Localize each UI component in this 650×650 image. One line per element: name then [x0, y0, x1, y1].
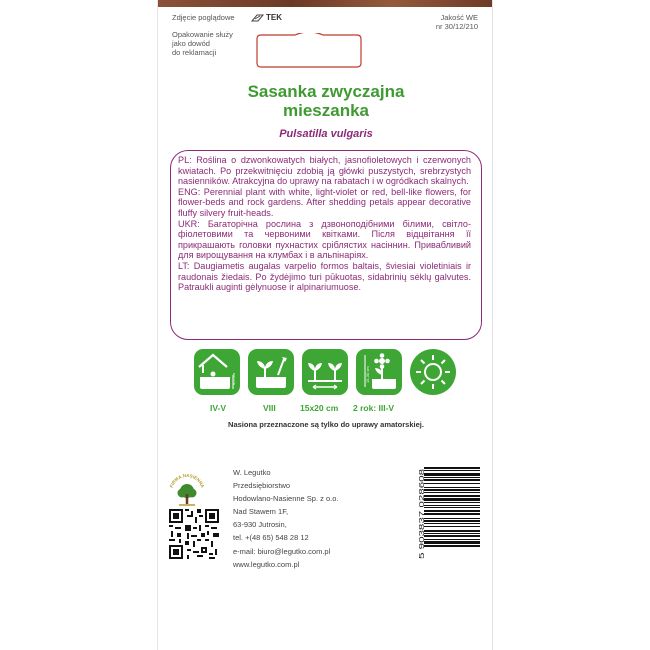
illustrative-photo-note: Zdjęcie poglądowe	[172, 13, 235, 22]
qr-code	[169, 509, 219, 559]
company-line: 63-930 Jutrosin,	[233, 520, 287, 530]
complaint-line: do reklamacji	[172, 48, 217, 57]
description-eng: ENG: Perennial plant with white, light-violet or red, bell-like flowers, for flower-beds and rock gardens. After shedding petals appear decorative fluffy silvery fruit-heads.	[178, 186, 471, 218]
company-line: Hodowlano-Nasienne Sp. z o.o.	[233, 494, 339, 504]
sun-icon	[410, 349, 456, 395]
quality-number: nr 30/12/210	[435, 22, 478, 31]
icon-labels	[198, 403, 458, 415]
quality-label: Jakość WE	[440, 13, 478, 22]
spacing-icon	[302, 349, 348, 395]
cultivation-icons	[194, 349, 456, 395]
quality-info	[436, 13, 478, 31]
sowing-icon	[194, 349, 240, 395]
complaint-note	[172, 30, 233, 57]
description-box	[170, 150, 482, 340]
company-line: Przedsiębiorstwo	[233, 481, 291, 491]
batch-ticket-frame	[251, 33, 367, 69]
seed-packet	[157, 0, 493, 650]
description-lt: LT: Daugiametis augalas varpelio formos baltais, šviesiai violetiniais ir raudonais žiedais. Po žydėjimo turi pūkuotas, sidabrinių sėklų galvutes. Patraukli auginti gėlynuose ir alpinariumuose.	[178, 260, 471, 293]
barcode-digits: 5 903837 028608	[419, 504, 426, 559]
title-line: Sasanka zwyczajna	[247, 82, 405, 101]
complaint-line: jako dowód	[172, 39, 210, 48]
sowing-time: IV-V	[210, 403, 227, 413]
description-ukr: UKR: Багаторічна рослина з дзвоноподібними білими, світло-фіолетовими та червоними квітками. Після відцвітання її прикрашають головки пухнастих сріблястих насіннин. Привабливий для вирощування на клумбах і в альпінаріях.	[178, 218, 471, 261]
tek-leaf-icon	[251, 14, 264, 22]
transplant-time: VIII	[263, 403, 276, 413]
tek-badge	[251, 13, 282, 22]
company-line: Nad Stawem 1F,	[233, 507, 289, 517]
flowering-icon	[356, 349, 402, 395]
barcode	[424, 467, 480, 559]
sowing-depth-label: 0,5 cm	[231, 372, 236, 385]
company-phone: tel. +(48 65) 548 28 12	[233, 533, 309, 543]
plant-spacing: 15x20 cm	[300, 403, 339, 413]
title-line: mieszanka	[283, 101, 369, 120]
top-strip	[158, 0, 492, 7]
company-email: e-mail: biuro@legutko.com.pl	[233, 546, 331, 556]
company-info	[233, 466, 338, 571]
company-website: www.legutko.com.pl	[233, 559, 300, 569]
flowering-time: 2 rok: III-V	[353, 403, 395, 413]
amateur-use-note: Nasiona przeznaczone są tylko do uprawy amatorskiej.	[228, 420, 424, 429]
tek-label: TEK	[266, 13, 282, 22]
description-pl: PL: Roślina o dzwonkowatych białych, jasnofioletowych i czerwonych kwiatach. Po przekwitnięciu zdobią ją główki puszystych, srebrzystych nasienników. Atrakcyjna do uprawy na rabatach i w ogródkach skalnych.	[178, 155, 471, 187]
flowering-height-label: 15-30 cm	[365, 366, 370, 383]
company-line: W. Legutko	[233, 468, 271, 477]
product-title	[158, 82, 494, 120]
complaint-line: Opakowanie służy	[172, 30, 233, 39]
latin-name: Pulsatilla vulgaris	[279, 128, 373, 140]
transplant-icon	[248, 349, 294, 395]
logo-text: FIRMA NASIENNA	[168, 472, 206, 489]
legutko-tree-logo	[167, 470, 207, 510]
